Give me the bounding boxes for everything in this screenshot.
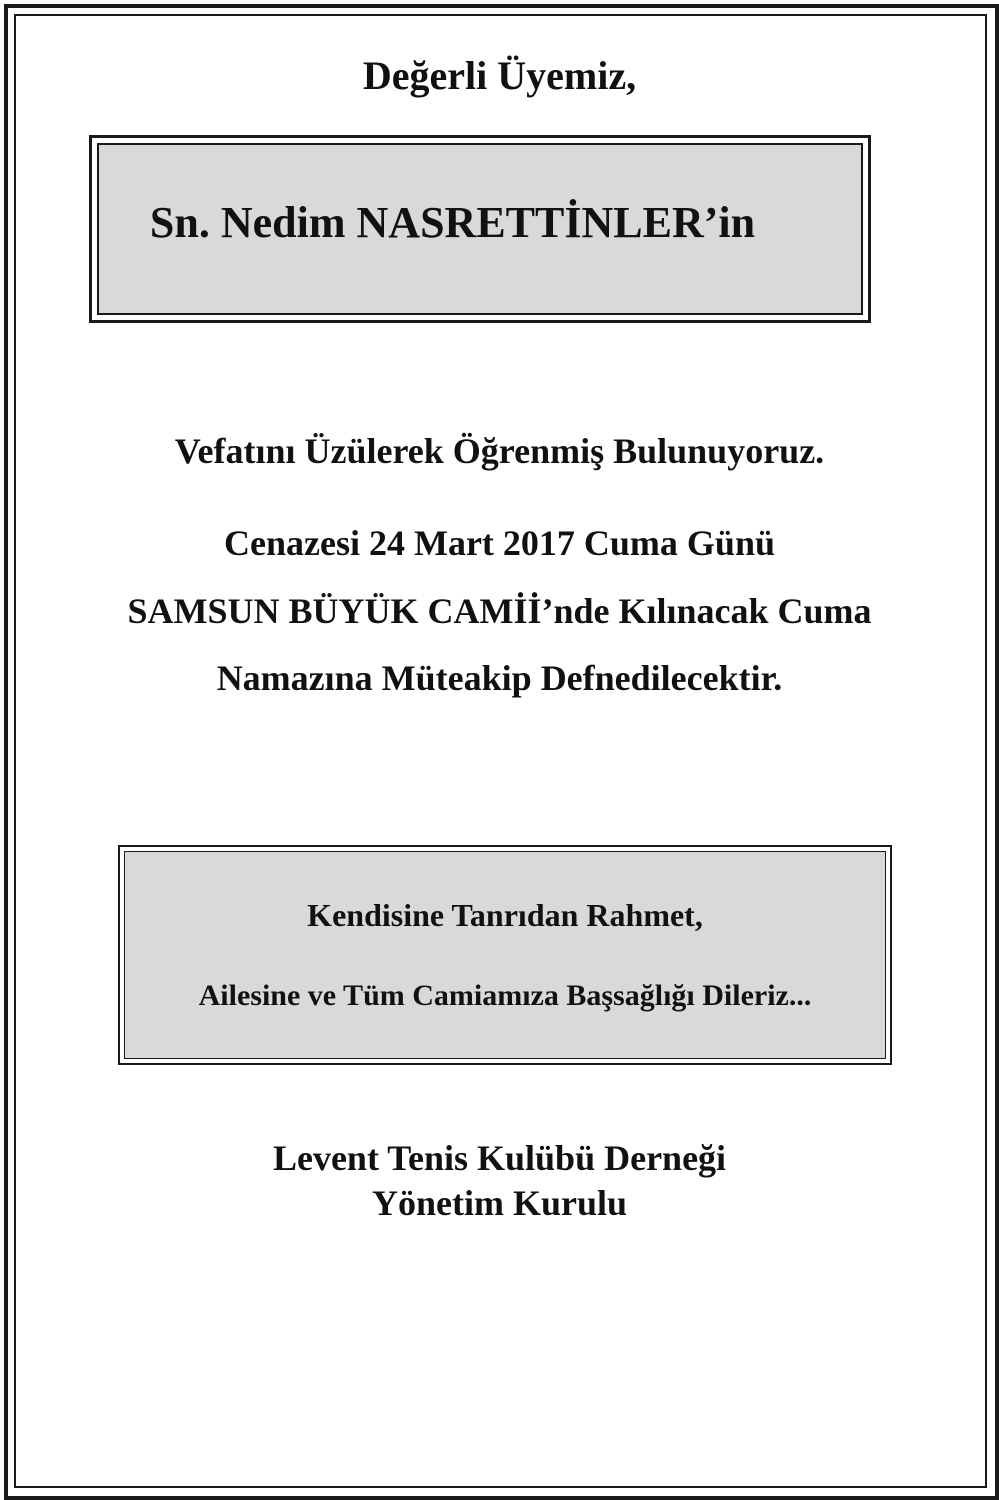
signature-organization: Levent Tenis Kulübü Derneği (272, 1138, 727, 1178)
announcement: Vefatını Üzülerek Öğrenmiş Bulunuyoruz. (174, 431, 825, 471)
condolence-line: Ailesine ve Tüm Camiamıza Başsağlığı Dileriz... (198, 979, 812, 1012)
name-box (89, 135, 871, 323)
condolence-box (118, 845, 892, 1065)
condolence-line: Kendisine Tanrıdan Rahmet, (307, 897, 703, 933)
funeral-line: SAMSUN BÜYÜK CAMİİ’nde Kılınacak Cuma (127, 591, 872, 631)
funeral-line: Namazına Müteakip Defnedilecektir. (216, 658, 783, 698)
funeral-line: Cenazesi 24 Mart 2017 Cuma Günü (224, 523, 775, 563)
greeting: Değerli Üyemiz, (362, 53, 637, 98)
deceased-name: Sn. Nedim NASRETTİNLER’in (149, 198, 756, 247)
name-box-inner (97, 143, 863, 315)
condolence-box-inner (124, 851, 886, 1059)
signature-board: Yönetim Kurulu (371, 1183, 628, 1223)
